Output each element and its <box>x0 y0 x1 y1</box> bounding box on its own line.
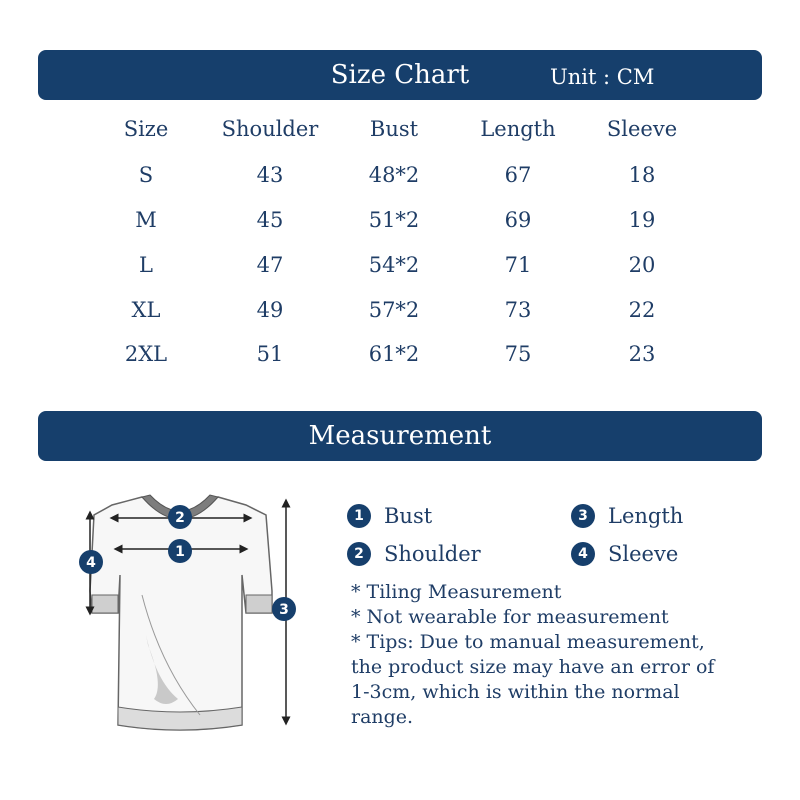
table-cell: 61*2 <box>368 342 420 366</box>
marker-1-badge <box>168 539 192 563</box>
table-cell: 71 <box>504 253 532 277</box>
legend-label: Length <box>608 504 684 528</box>
unit-label: Unit : CM <box>550 65 655 89</box>
column-header-bust: Bust <box>369 117 419 141</box>
table-cell: 51 <box>256 342 284 366</box>
legend-number-badge: 1 <box>347 504 371 528</box>
table-cell: 67 <box>504 163 532 187</box>
shirt-illustration <box>70 485 310 745</box>
marker-3-badge <box>272 597 296 621</box>
column-header-length: Length <box>480 117 556 141</box>
table-cell: 73 <box>504 298 532 322</box>
note-line: * Tiling Measurement <box>351 581 562 603</box>
legend-number-badge: 3 <box>571 504 595 528</box>
legend-label: Bust <box>384 504 433 528</box>
marker-3-label: 3 <box>279 602 289 618</box>
table-cell: 75 <box>504 342 532 366</box>
table-cell: M <box>135 208 157 232</box>
table-cell: XL <box>131 298 161 322</box>
marker-2-label: 2 <box>175 510 185 526</box>
measurement-banner <box>38 411 762 461</box>
table-cell: 19 <box>628 208 656 232</box>
left-cuff <box>92 595 118 613</box>
table-cell: 45 <box>256 208 284 232</box>
table-cell: 57*2 <box>368 298 420 322</box>
table-cell: 54*2 <box>368 253 420 277</box>
marker-4-badge <box>79 550 103 574</box>
table-cell: 51*2 <box>368 208 420 232</box>
table-cell: 49 <box>256 298 284 322</box>
shirt-measurement-diagram <box>70 485 310 745</box>
legend-number-badge: 2 <box>347 542 371 566</box>
table-cell: 43 <box>256 163 284 187</box>
measurement-title: Measurement <box>308 421 492 451</box>
table-cell: 2XL <box>124 342 168 366</box>
size-chart-title: Size Chart <box>330 60 470 90</box>
table-cell: 48*2 <box>368 163 420 187</box>
column-header-shoulder: Shoulder <box>221 117 319 141</box>
table-cell: 23 <box>628 342 656 366</box>
size-chart-banner <box>38 50 762 100</box>
legend-number-badge: 4 <box>571 542 595 566</box>
table-cell: S <box>138 163 154 187</box>
marker-2-badge <box>168 505 192 529</box>
table-cell: 20 <box>628 253 656 277</box>
note-line: the product size may have an error of <box>351 656 715 678</box>
note-line: * Not wearable for measurement <box>351 606 669 628</box>
legend-label: Shoulder <box>384 542 481 566</box>
note-line: 1-3cm, which is within the normal <box>351 681 680 703</box>
marker-4-label: 4 <box>86 555 96 571</box>
column-header-size: Size <box>123 117 169 141</box>
table-cell: 18 <box>628 163 656 187</box>
table-cell: 22 <box>628 298 656 322</box>
table-cell: 69 <box>504 208 532 232</box>
legend-label: Sleeve <box>608 542 679 566</box>
note-line: * Tips: Due to manual measurement, <box>351 631 705 653</box>
table-cell: L <box>139 253 153 277</box>
measurement-notes <box>351 580 761 730</box>
column-header-sleeve: Sleeve <box>606 117 678 141</box>
table-cell: 47 <box>256 253 284 277</box>
right-cuff <box>246 595 272 613</box>
marker-1-label: 1 <box>175 544 185 560</box>
note-line: range. <box>351 706 414 728</box>
